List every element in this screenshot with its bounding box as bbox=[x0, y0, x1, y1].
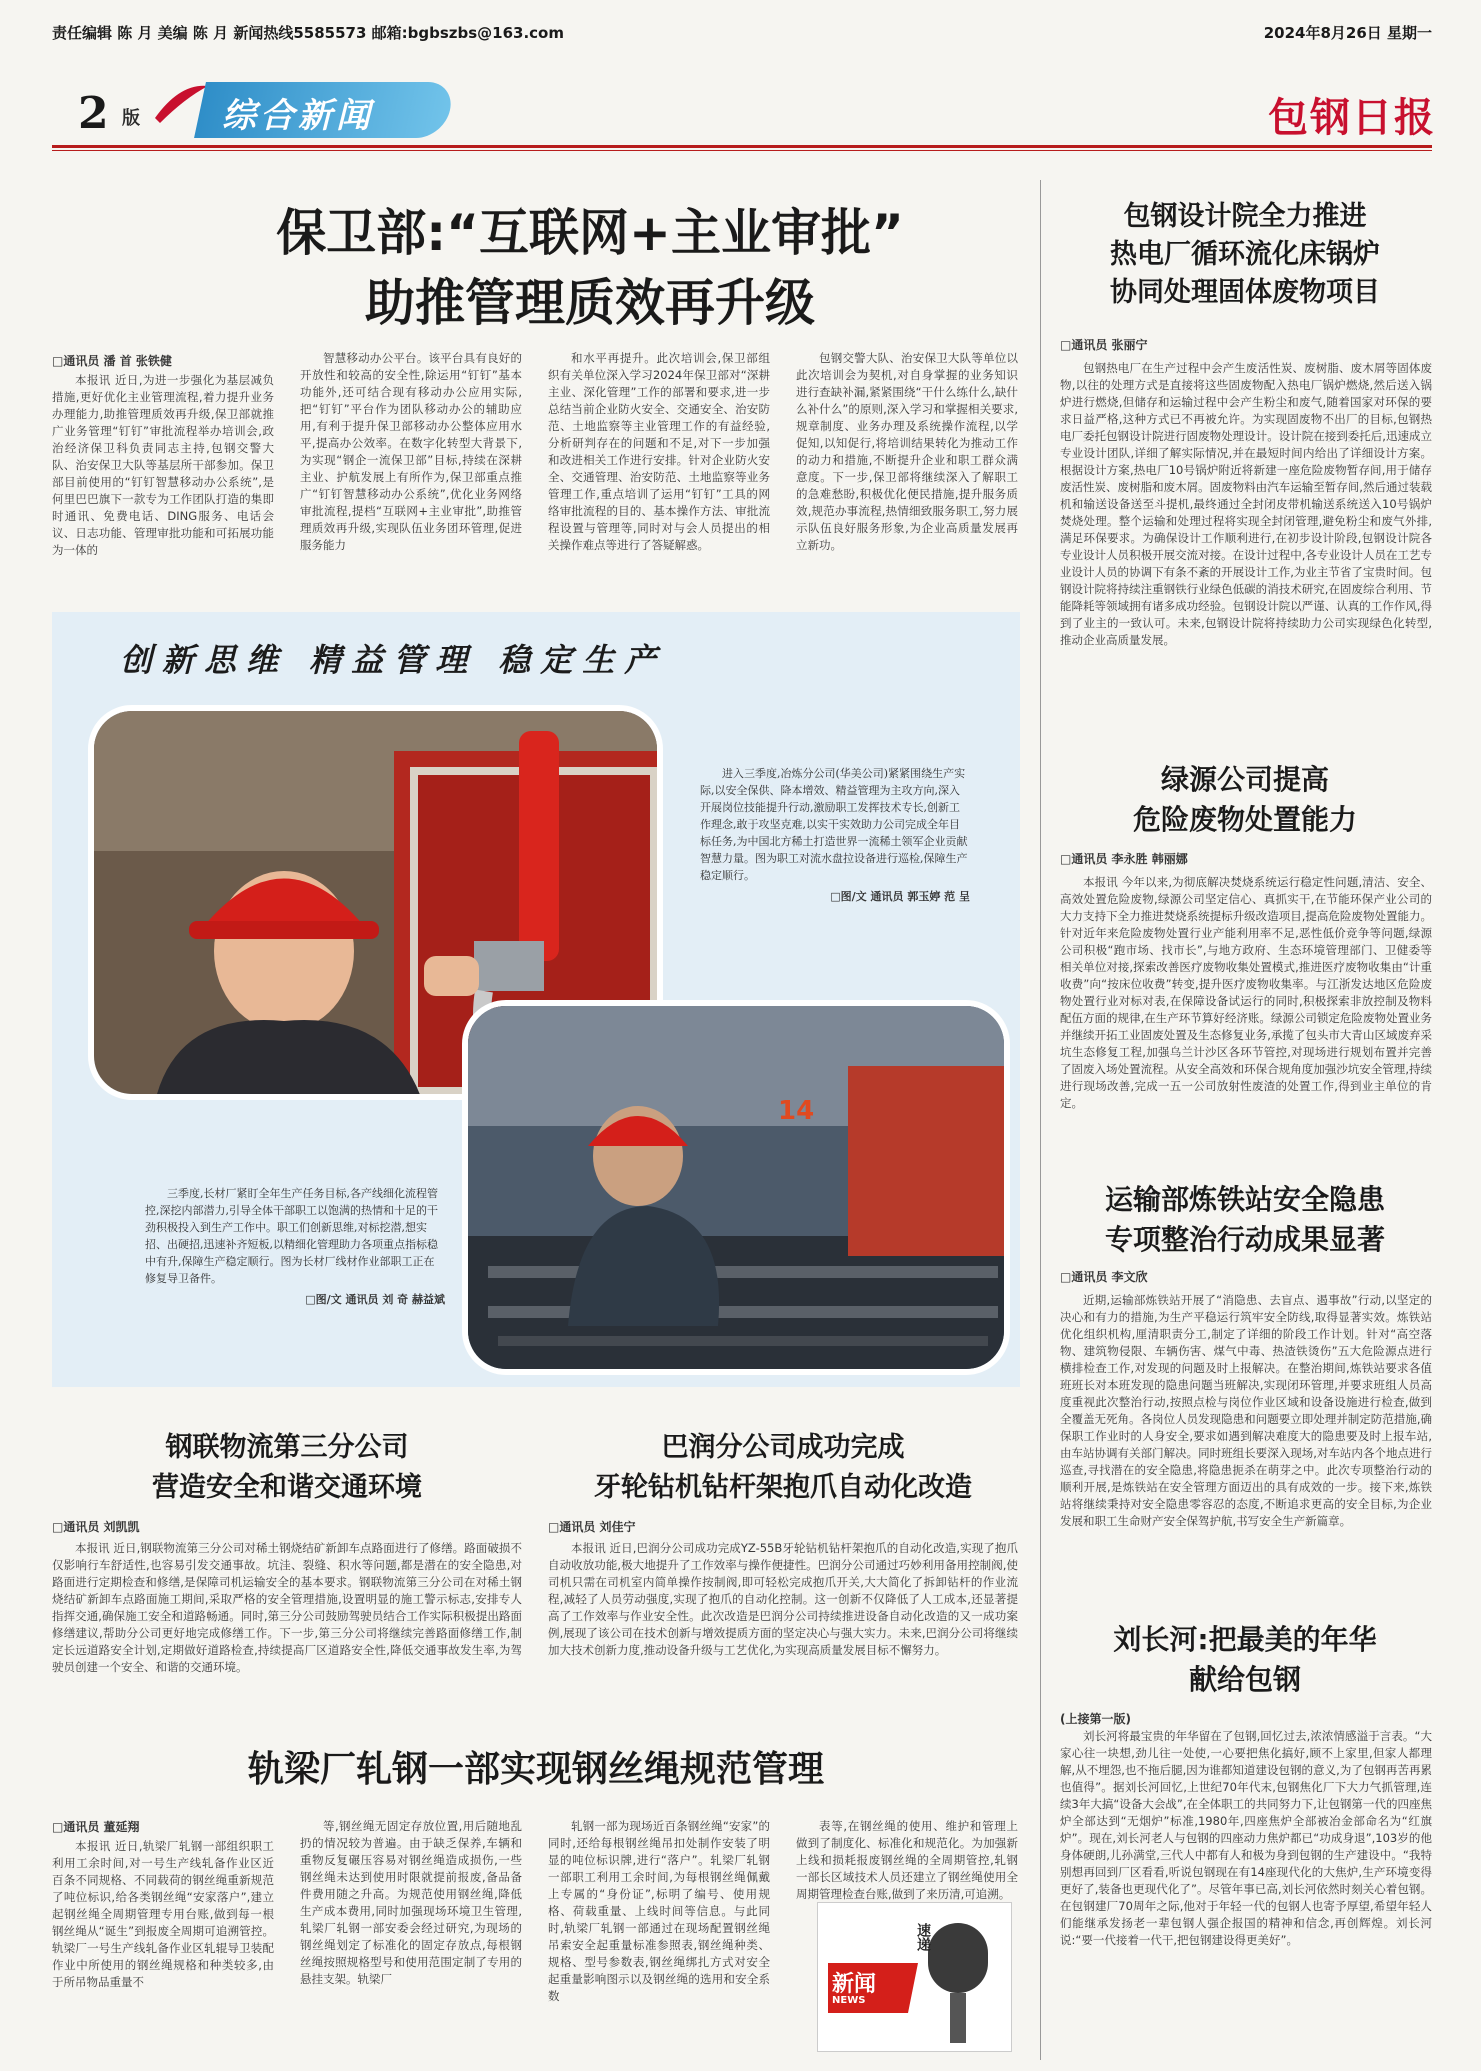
top-bar bbox=[52, 18, 1432, 44]
a2-byline: □通讯员 张丽宁 bbox=[1060, 338, 1148, 352]
a2-headline-3: 协同处理固体废物项目 bbox=[1110, 277, 1380, 308]
news-badge-sub: 速递 bbox=[915, 1923, 931, 1951]
page-suffix: 版 bbox=[122, 108, 140, 129]
a7-headline-1: 巴润分公司成功完成 bbox=[661, 1432, 905, 1463]
a2-body: 包钢热电厂在生产过程中会产生废活性炭、废树脂、废木屑等固体废物,以往的处理方式是直接将这些固废物配入热电厂锅炉燃烧,然后送入锅炉进行燃烧,但储存和运输过程中会产生粉尘和废气,随着国家对环保的要求日益严格,这种方式已不再被允许。为实现固废物不出厂的目标,包钢热电厂委托包钢设计院进行固废物处理设计。设计院在接到委托后,迅速成立专业设计团队,详细了解实际情况,并在最短时间内给出了详细设计方案。根据设计方案,热电厂10号锅炉附近将新建一座危险废物暂存间,用于储存废活性炭、废树脂和废木屑。固废物料由汽车运输至暂存间,然后通过装载机和输送设备送至斗提机,最终通过全封闭皮带机输送系统送入10号锅炉焚烧处理。整个运输和处理过程将实现全封闭管理,避免粉尘和废气外排,满足环保要求。为确保设计工作顺利进行,在初步设计阶段,包钢设计院各专业设计人员积极开展交流对接。在设计过程中,各专业设计人员在工艺专业设计人员的协调下有条不紊的开展设计工作,为业主节省了宝贵时间。包钢设计院将持续注重钢铁行业绿色低碳的消技术研究,在固废综合利用、节能降耗等领域拥有诸多成功经验。包钢设计院以严谨、认真的工作作风,得到了业主的一致认可。未来,包钢设计院将持续助力公司实现绿色化转型,推动企业高质量发展。 bbox=[1060, 361, 1432, 647]
photo2-credit: □图/文 通讯员 刘 奇 赫益斌 bbox=[305, 1293, 445, 1306]
a1-col-3: 和水平再提升。此次培训会,保卫部组织有关单位深入学习2024年保卫部对“深耕主业、深化管理”工作的部署和要求,进一步总结当前企业防火安全、交通安全、治安防范、土地监察等主业管理工作的有益经验,分析研判存在的问题和不足,对下一步加强和改进相关工作进行安排。针对企业防火安全、交通管理、治安防范、土地监察等业务管理工作,重点培训了运用“钉钉”工具的网络审批流程的目的、基本操作方法、审批流程设置与管理等,同时对与会人员提出的相关操作难点等进行了答疑解惑。 bbox=[548, 351, 770, 552]
photo1-caption: 进入三季度,冶炼分公司(华美公司)紧紧围绕生产实际,以安全保供、降本增效、精益管理为主攻方向,深入开展岗位技能提升行动,激励职工发挥技术专长,创新工作理念,敢于攻坚克难,以实干实效助力公司完成全年目标任务,为中国北方稀土打造世界一流稀土领军企业贡献智慧力量。图为职工对流水盘拉设备进行巡检,保障生产稳定顺行。 □图/文 通讯员 郭玉婷 范 呈 bbox=[700, 767, 970, 903]
a1-col-4: 包钢交警大队、治安保卫大队等单位以此次培训会为契机,对自身掌握的业务知识进行查缺补漏,紧紧围绕“干什么练什么,缺什么补什么”的原则,深入学习和掌握相关要求,规章制度、业务办理及系统操作流程,以学促知,以知促行,将培训结果转化为推动工作的动力和措施,不断提升企业和职工群众满意度。下一步,保卫部将继续深入了解职工的急难愁盼,积极优化便民措施,提升服务质效,规范办事流程,热情细致服务职工,努力展示队伍良好服务形象,为企业高质量发展再立新功。 bbox=[796, 351, 1018, 552]
a7-body: 本报讯 近日,巴润分公司成功完成YZ-55B牙轮钻机钻杆架抱爪的自动化改造,实现了抱爪自动收放功能,极大地提升了工作效率与操作便捷性。巴润分公司通过巧妙利用备用控制阀,使司机只需在司机室内简单操作按制阀,即可轻松完成抱爪开关,大大简化了拆卸钻杆的作业流程,减轻了人员劳动强度,实现了抱爪的自动化控制。这一创新不仅降低了人工成本,还显著提高了工作效率与作业安全性。此次改造是巴润分公司持续推进设备自动化改造的又一成功案例,展现了该公司在技术创新与增效提质方面的坚定决心与强大实力。未来,巴润分公司将继续加大技术创新力度,推动设备升级与工艺优化,为实现高质量发展目标不懈努力。 bbox=[548, 1541, 1018, 1657]
a5-headline-2: 献给包钢 bbox=[1188, 1663, 1301, 1696]
a5-headline bbox=[1060, 1620, 1430, 1700]
photo-slogan: 创新思维 精益管理 稳定生产 bbox=[120, 641, 667, 679]
a1-headline-2: 助推管理质效再升级 bbox=[365, 274, 815, 332]
a4-byline: □通讯员 李文欣 bbox=[1060, 1270, 1148, 1284]
a8-col-3: 轧钢一部为现场近百条钢丝绳“安家”的同时,还给每根钢丝绳吊扣处制作安装了明显的吨位标识牌,进行“落户”。轧梁厂轧钢一部职工利用工余时间,为每根钢丝绳佩戴上专属的“身份证”,标明了编号、使用规格、荷载重量、上线时间等信息。与此同时,轨梁厂轧钢一部通过在现场配置钢丝绳吊索安全起重量标准参照表,钢丝绳种类、规格、型号参数表,钢丝绳绑扎方式对安全起重量影响图示以及钢丝绳的选用和安全系数 bbox=[548, 1819, 770, 2003]
photo2-sign-number: 14 bbox=[778, 1096, 815, 1126]
header-rule-thin bbox=[52, 150, 1432, 151]
a7-headline bbox=[548, 1428, 1018, 1508]
a4-body: 近期,运输部炼铁站开展了“消隐患、去盲点、遏事故”行动,以坚定的决心和有力的措施,为生产平稳运行筑牢安全防线,取得显著实效。炼铁站优化组织机构,厘清职责分工,制定了详细的阶段工作计划。针对“高空落物、建筑物侵限、车辆伤害、煤气中毒、热渣铁烫伤”五大危险源点进行横排检查工作,对发现的问题及时上报解决。在整治期间,炼铁站要求各值班班长对本班发现的隐患问题当班解决,实现闭环管理,并要求班组人员高度重视此次整治行动,按照点检与岗位作业区域和设备设施进行检查,做到全覆盖无死角。各岗位人员发现隐患和问题要立即处理并制定防范措施,确保职工作业时的人身安全,要求如遇到解决难度大的隐患要及时上报车站,由车站协调有关部门解决。同时班组长要深入现场,对车站内各个地点进行巡查,寻找潜在的安全隐患,将隐患扼杀在萌芽之中。此次专项整治行动的顺利开展,是炼铁站在安全管理方面迈出的具有成效的一步。接下来,炼铁站将继续秉持对安全隐患零容忍的态度,不断追求更高的安全目标,为企业发展和职工生命财产安全保驾护航,书写安全生产新篇章。 bbox=[1060, 1293, 1432, 1528]
photo2-caption: 三季度,长材厂紧盯全年生产任务目标,各产线细化流程管控,深挖内部潜力,引导全体干部职工以饱满的热情和十足的干劲积极投入到生产工作中。职工们创新思维,对标挖潜,想实招、出硬招,迅速补齐短板,以精细化管理助力各项重点指标稳中有升,保障生产稳定顺行。图为长材厂线材作业部职工正在修复导卫备件。 □图/文 通讯员 刘 奇 赫益斌 bbox=[145, 1187, 445, 1306]
a6-headline-2: 营造安全和谐交通环境 bbox=[152, 1472, 422, 1503]
a1-col-2: 智慧移动办公平台。该平台具有良好的开放性和较高的安全性,除运用“钉钉”基本功能外,还可结合现有移动办公应用实际,把“钉钉”平台作为团队移动办公的辅助应用,有利于提升保卫部移动办公整体应用水平,提高办公效率。在数字化转型大背景下,为实现“钢企一流保卫部”目标,持续在深耕主业、护航发展上有所作为,保卫部重点推广“钉钉智慧移动办公系统”,优化业务网络审批流程,提档“互联网+主业审批”,助推管理质效再升级,实现队伍业务团环管理,促进服务能力 bbox=[300, 351, 522, 552]
a3-body: 本报讯 今年以来,为彻底解决焚烧系统运行稳定性问题,清洁、安全、高效处置危险废物,绿源公司坚定信心、真抓实干,在节能环保产业公司的大力支持下全力推进焚烧系统提标升级改造项目,提高危险废物处置能力。针对近年来危险废物处置行业产能利用率不足,恶性低价竞争等问题,绿源公司积极“跑市场、找市长”,与地方政府、生态环境管理部门、卫健委等相关单位对接,探索改善医疗废物收集处置模式,推进医疗废物收集由“计重收费”向“按床位收费”转变,提升医疗废物收集率。与江浙发达地区危险废物处置行业对标对表,在保障设备试运行的同时,积极探索非放控制及物料配伍方面的规律,在生产环节算好经济账。绿源公司锁定危险废物处置业务并继续开拓工业固废处置及生态修复业务,承揽了包头市大青山区域废弃采坑生态修复工程,加强乌兰计沙区各环节管控,对现场进行规划布置并完善了固废入场处置流程。从安全高效和环保合规角度加强沙坑安全管理,持续进行现场改善,完成一五一公司放射性废渣的处置工作,得到业主单位的肯定。 bbox=[1060, 875, 1432, 1110]
a4-headline-1: 运输部炼铁站安全隐患 bbox=[1104, 1183, 1385, 1216]
a8-headline: 轨梁厂轧钢一部实现钢丝绳规范管理 bbox=[247, 1749, 824, 1790]
a3-headline bbox=[1060, 760, 1430, 840]
a8-byline: □通讯员 董延翔 bbox=[52, 1820, 140, 1834]
newspaper-logo: 包钢日报 bbox=[1268, 94, 1436, 141]
a2-headline-1: 包钢设计院全力推进 bbox=[1123, 201, 1367, 232]
a2-headline-2: 热电厂循环流化床锅炉 bbox=[1110, 239, 1380, 270]
a5-byline: (上接第一版) bbox=[1060, 1712, 1131, 1726]
a2-headline bbox=[1060, 198, 1430, 312]
page-number: 2 bbox=[78, 88, 109, 139]
column-divider bbox=[1040, 180, 1041, 2060]
a5-body: 刘长河将最宝贵的年华留在了包钢,回忆过去,浓浓情感溢于言表。“大家心往一块想,劲儿往一处使,一心要把焦化搞好,顾不上家里,但家人都理解,从不埋怨,也不拖后腿,因为谁都知道建设包钢的意义,为了包钢再苦再累也值得”。据刘长河回忆,上世纪70年代末,包钢焦化厂下大力气抓管理,连续3年大搞“设备大会战”,在全体职工的共同努力下,让包钢第一代的四座焦炉全部达到“无烟炉”标准,1980年,四座焦炉全部被冶金部命名为“红旗炉”。现在,刘长河老人与包钢的四座动力焦炉都已“功成身退”,103岁的他身体硬朗,儿孙满堂,三代人中都有人和极为身到包钢的生产建设中。“我特别想再回到厂区看看,听说包钢现在有14座现代化的大焦炉,生产环境变得更好了,装备也更现代化了”。尽管年事已高,刘长河依然时刻关心着包钢。在包钢建厂70周年之际,他对于年轻一代的包钢人也寄予厚望,希望年轻人们能继承发扬老一辈包钢人强企报国的精神和信念,再创辉煌。刘长河说:“要一代接着一代干,把包钢建设得更美好”。 bbox=[1060, 1729, 1432, 1947]
a5-headline-1: 刘长河:把最美的年华 bbox=[1113, 1623, 1377, 1656]
a6-headline-1: 钢联物流第三分公司 bbox=[165, 1432, 409, 1463]
a7-byline: □通讯员 刘佳宁 bbox=[548, 1520, 636, 1534]
a1-headline-1: 保卫部:“互联网+主业审批” bbox=[276, 204, 904, 262]
photo-worker-repair bbox=[462, 1000, 1010, 1375]
a3-byline: □通讯员 李永胜 韩丽娜 bbox=[1060, 852, 1188, 866]
a7-headline-2: 牙轮钻机钻杆架抱爪自动化改造 bbox=[594, 1472, 972, 1503]
a8-col-1: 本报讯 近日,轨梁厂轧钢一部组织职工利用工余时间,对一号生产线轧备作业区近百条不同规格、不同载荷的钢丝绳重新规范了吨位标识,给各类钢丝绳“安家落户”,建立起钢丝绳全周期管理专用台账,做到每一根钢丝绳从“诞生”到报废全周期可追溯管控。轨梁厂一号生产线轧备作业区轧辊导卫装配作业中所使用的钢丝绳规格和种类较多,由于所吊物品重量不 bbox=[52, 1839, 274, 1989]
a4-headline bbox=[1060, 1180, 1430, 1260]
a8-col-2: 等,钢丝绳无固定存放位置,用后随地乱扔的情况较为普遍。由于缺乏保养,车辆和重物反复碾压容易对钢丝绳造成损伤,一些钢丝绳未达到使用时限就提前报废,备品备件费用随之升高。为规范使用钢丝绳,降低生产成本费用,同时加强现场环境卫生管理,轧梁厂轧钢一部安委会经过研究,为现场的钢丝绳划定了标准化的固定存放点,每根钢丝绳按照规格型号和使用范围定制了专用的悬挂支架。轨梁厂 bbox=[300, 1819, 522, 1986]
a4-headline-2: 专项整治行动成果显著 bbox=[1104, 1223, 1385, 1256]
news-express-badge bbox=[817, 1902, 1012, 2052]
a6-byline: □通讯员 刘凯凯 bbox=[52, 1520, 140, 1534]
a1-byline: □通讯员 潘 首 张铁健 bbox=[52, 354, 172, 368]
editor-info: 责任编辑 陈 月 美编 陈 月 新闻热线5585573 邮箱:bgbszbs@163.com bbox=[52, 24, 564, 42]
a3-headline-2: 危险废物处置能力 bbox=[1132, 803, 1357, 836]
a8-col-4: 表等,在钢丝绳的使用、维护和管理上做到了制度化、标准化和规范化。为加强新上线和损耗报废钢丝绳的全周期管控,轧钢一部长区域技术人员还建立了钢丝绳使用全周期管理检查台账,做到了来历清,可追溯。 bbox=[796, 1819, 1018, 1900]
a3-headline-1: 绿源公司提高 bbox=[1160, 763, 1329, 796]
a6-headline bbox=[52, 1428, 522, 1508]
a1-col-1: 本报讯 近日,为进一步强化为基层减负措施,更好优化主业管理流程,着力提升业务办理能力,助推管理质效再升级,保卫部就推广业务管理“钉钉”审批流程举办培训会,政治经济保卫科负责同志主持,包钢交警大队、治安保卫大队等基层所干部参加。保卫部目前使用的“钉钉智慧移动办公系统”,是何里巴巴旗下一款专为工作团队打造的集即时通讯、免费电话、DING服务、电话会议、日志功能、管理审批功能和可拓展功能为一体的 bbox=[52, 373, 274, 557]
issue-date: 2024年8月26日 星期一 bbox=[1263, 24, 1432, 42]
header-rule bbox=[52, 145, 1432, 148]
a6-body: 本报讯 近日,钢联物流第三分公司对稀土钢烧结矿新卸车点路面进行了修缮。路面破损不仅影响行车舒适性,也容易引发交通事故。坑洼、裂缝、积水等问题,都是潜在的安全隐患,对路面进行定期检查和修缮,是保障司机运输安全的基本要求。钢联物流第三分公司在对稀土钢烧结矿新卸车点路面施工期间,采取严格的安全管理措施,设置明显的施工警示标志,安排专人指挥交通,确保施工安全和道路畅通。同时,第三分公司鼓励驾驶员结合工作实际积极提出路面修缮建议,帮助分公司更好地完成修缮工作。下一步,第三分公司将继续完善路面修缮工作,制定长远道路安全计划,定期做好道路检查,持续提高厂区道路安全性,降低交通事故发生率,为驾驶员创建一个安全、和谐的交通环境。 bbox=[52, 1541, 522, 1674]
news-badge-en: NEWS bbox=[832, 1995, 866, 2006]
news-badge-label: 新闻 bbox=[832, 1972, 877, 1997]
section-title: 综合新闻 bbox=[222, 96, 374, 136]
photo1-credit: □图/文 通讯员 郭玉婷 范 呈 bbox=[830, 890, 970, 903]
